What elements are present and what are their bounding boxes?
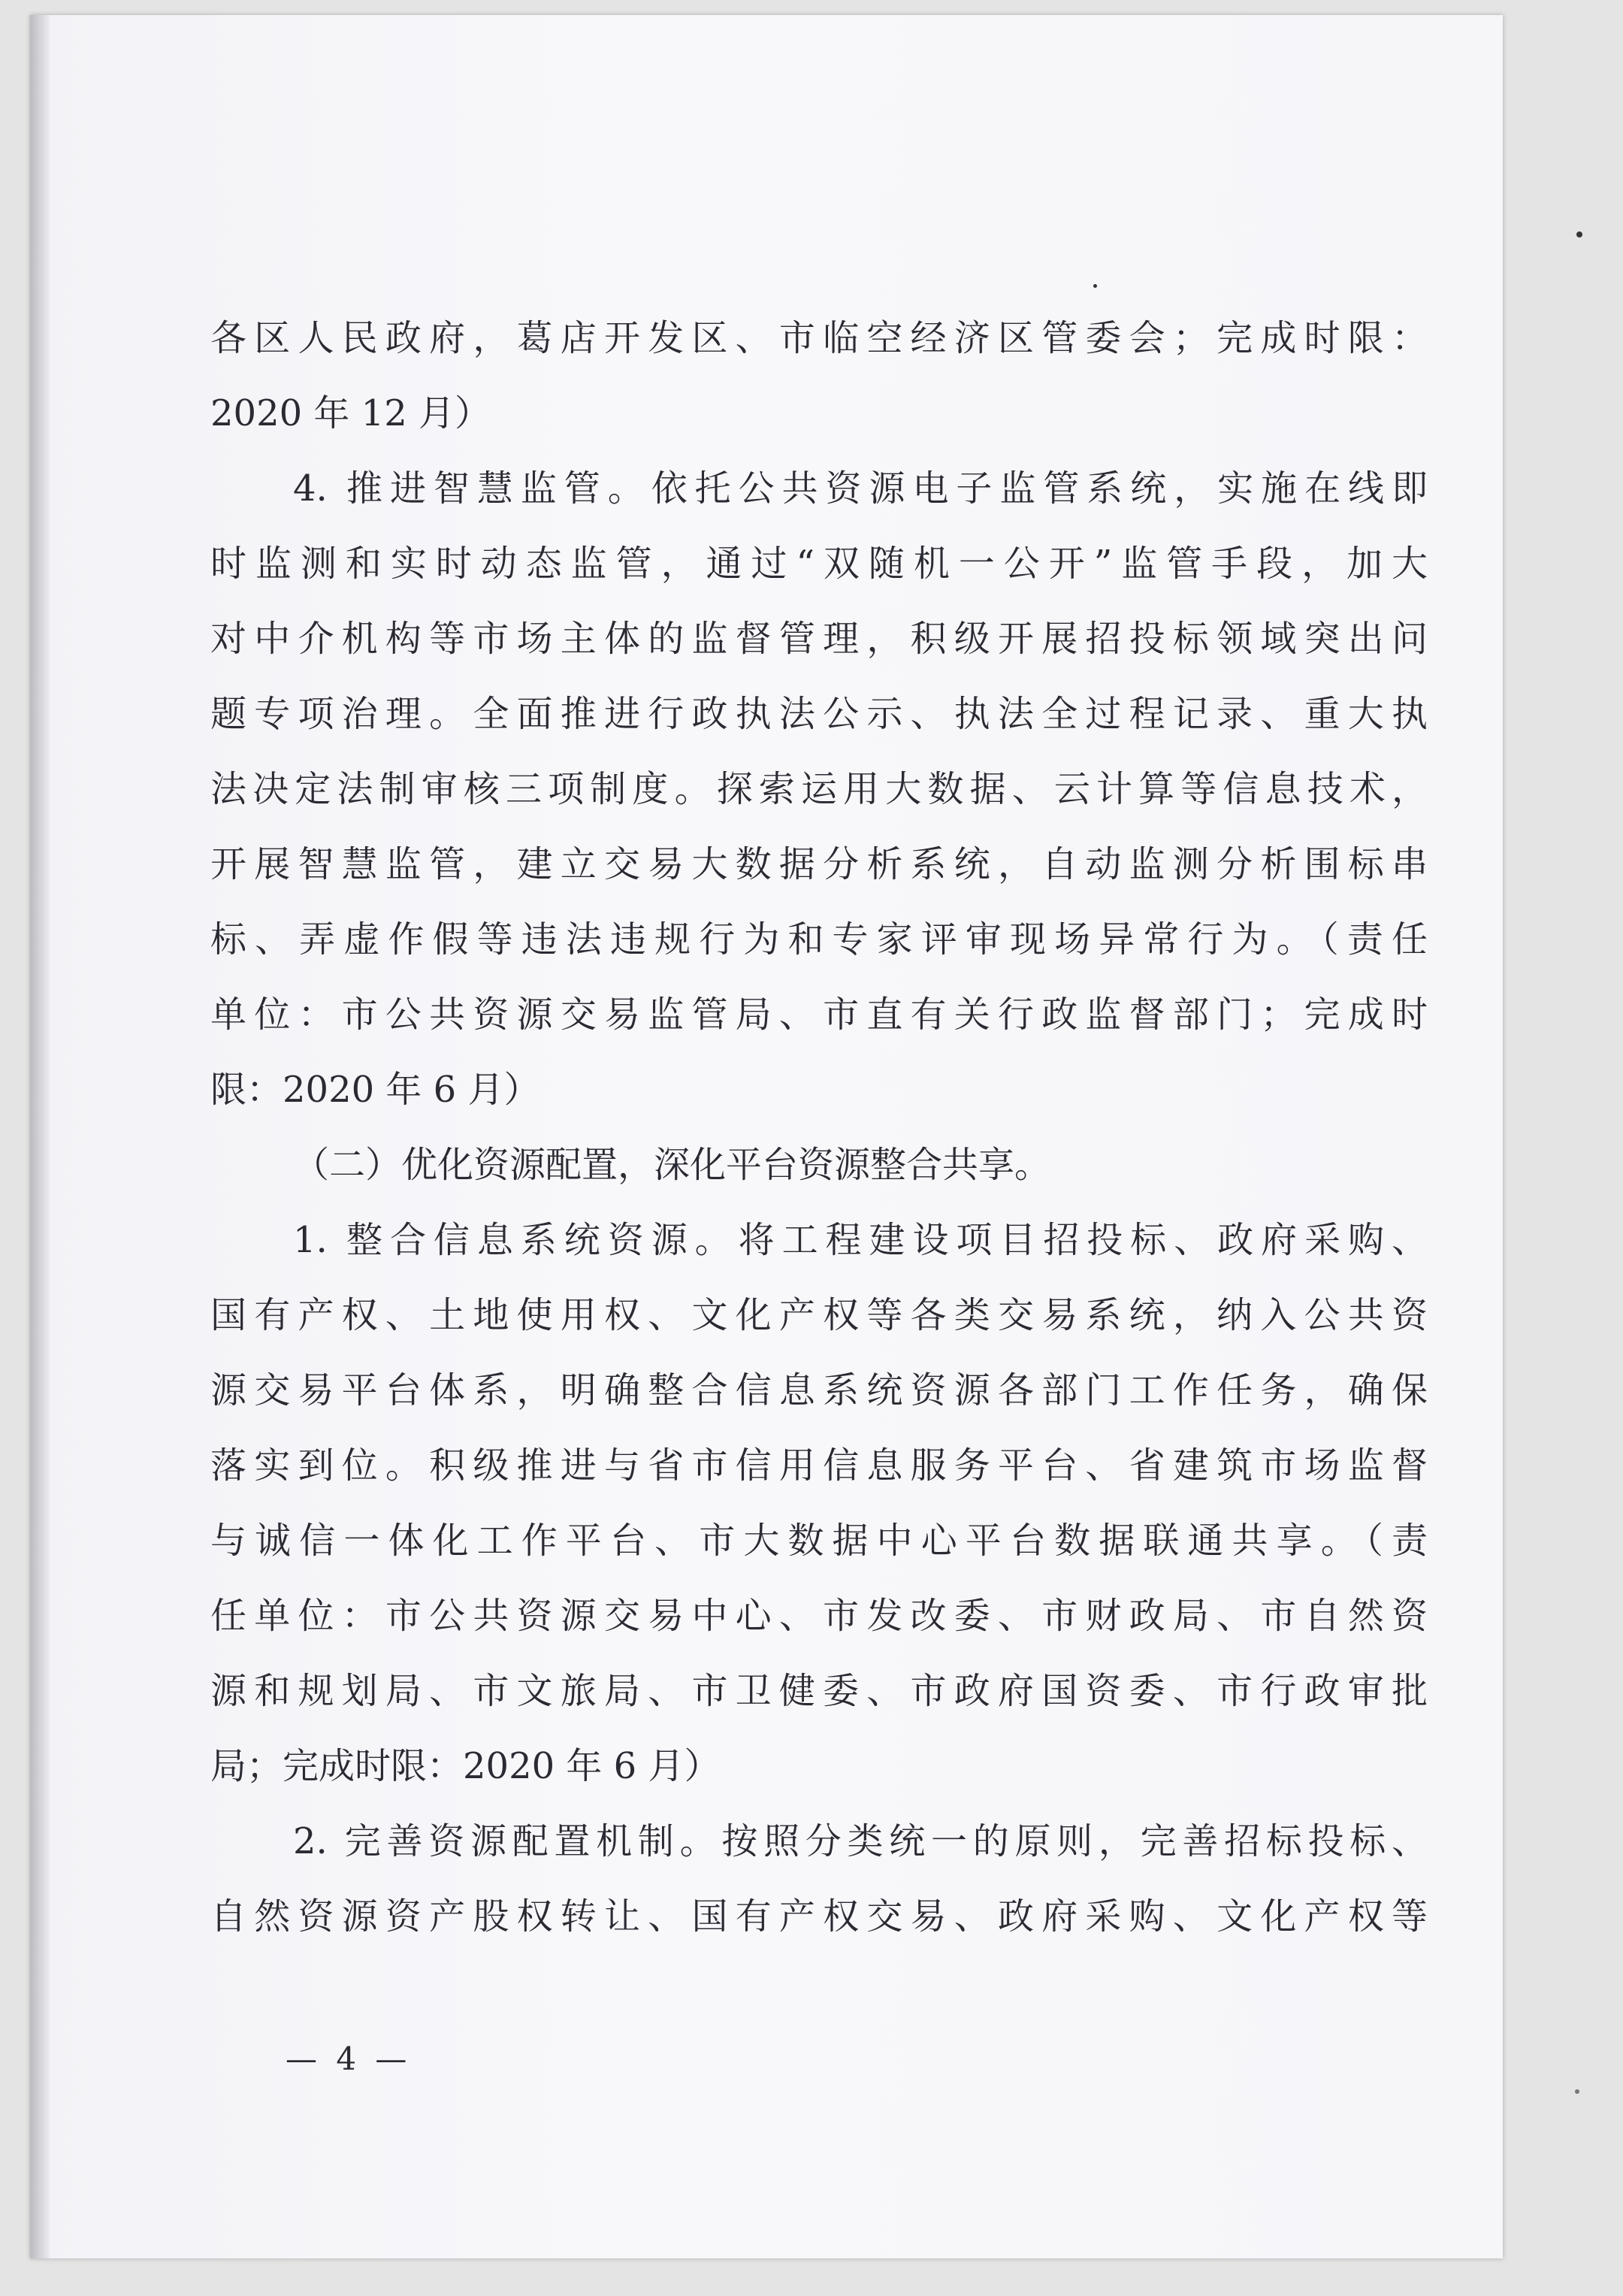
section-heading-line: 1. 整合信息系统资源。将工程建设项目招投标、政府采购、 [293,1219,1428,1261]
text-line: 限：2020 年 6 月） [210,1069,540,1111]
section-heading-line: 4. 推进智慧监管。依托公共资源电子监管系统，实施在线即 [293,467,1428,510]
text-line: 落实到位。积级推进与省市信用信息服务平台、省建筑市场监督 [210,1444,1428,1487]
text-line: 2020 年 12 月） [210,392,491,434]
text-line: 国有产权、土地使用权、文化产权等各类交易系统，纳入公共资 [210,1294,1428,1336]
text-line: 局；完成时限：2020 年 6 月） [210,1745,721,1787]
text-line: 源和规划局、市文旅局、市卫健委、市政府国资委、市行政审批 [210,1670,1428,1712]
text-line: 题专项治理。全面推进行政执法公示、执法全过程记录、重大执 [210,693,1428,735]
text-line: 源交易平台体系，明确整合信息系统资源各部门工作任务，确保 [210,1369,1428,1411]
text-line: 时监测和实时动态监管，通过“双随机一公开”监管手段，加大 [210,543,1428,585]
text-line: 自然资源资产股权转让、国有产权交易、政府采购、文化产权等 [210,1895,1428,1938]
scan-speck [1093,284,1097,288]
section-heading-line: 2. 完善资源配置机制。按照分类统一的原则，完善招标投标、 [293,1820,1428,1862]
document-body [210,301,1428,1954]
subsection-heading: （二）优化资源配置，深化平台资源整合共享。 [293,1144,1051,1186]
scan-speck [1576,231,1582,237]
page-edge-shadow [30,15,50,2258]
text-line: 各区人民政府，葛店开发区、市临空经济区管委会；完成时限： [210,317,1428,359]
text-line: 法决定法制审核三项制度。探索运用大数据、云计算等信息技术， [210,768,1428,810]
text-line: 与诚信一体化工作平台、市大数据中心平台数据联通共享。（责 [210,1520,1428,1562]
text-line: 单位：市公共资源交易监管局、市直有关行政监督部门；完成时 [210,994,1428,1036]
page-number: — 4 — [286,2040,412,2077]
text-line: 对中介机构等市场主体的监督管理，积级开展招投标领域突出问 [210,618,1428,660]
text-line: 标、弄虚作假等违法违规行为和专家评审现场异常行为。（责任 [210,918,1428,960]
text-line: 开展智慧监管，建立交易大数据分析系统，自动监测分析围标串 [210,843,1428,885]
scan-speck [1575,2089,1579,2094]
text-line: 任单位：市公共资源交易中心、市发改委、市财政局、市自然资 [210,1595,1428,1637]
